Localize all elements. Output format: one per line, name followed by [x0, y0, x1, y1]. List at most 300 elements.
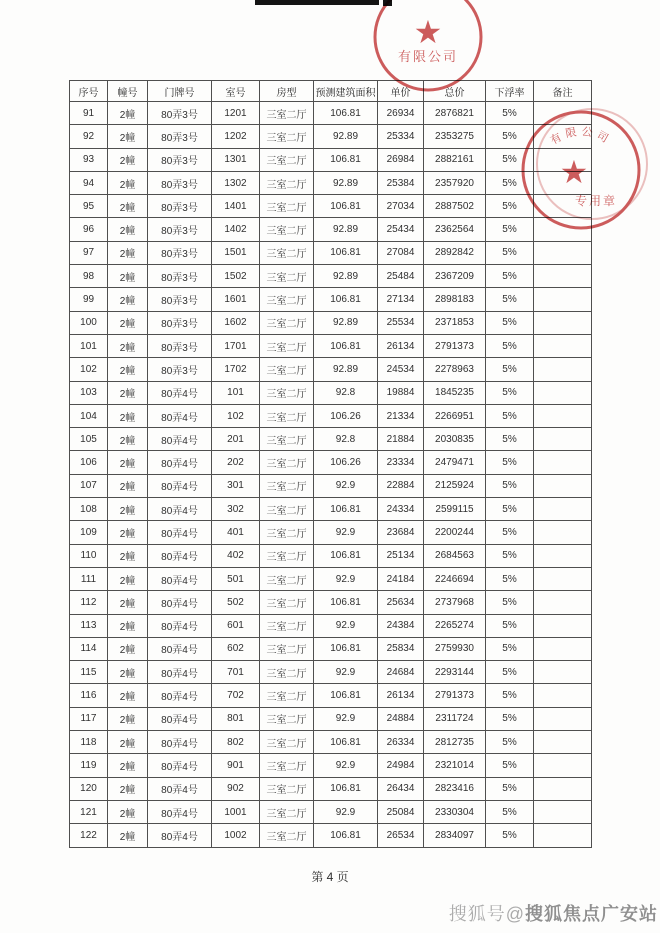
- seal-arc-text: 有限公司: [548, 125, 614, 148]
- table-cell: 106.81: [314, 102, 378, 125]
- table-cell: 92.9: [314, 567, 378, 590]
- table-row: [70, 800, 592, 823]
- table-cell: 113: [70, 614, 108, 637]
- table-cell: 2幢: [108, 777, 148, 800]
- table-cell: 2幢: [108, 661, 148, 684]
- table-cell: 5%: [486, 451, 534, 474]
- table-cell: 201: [212, 428, 260, 451]
- table-cell: 80弄3号: [148, 148, 212, 171]
- table-cell: 2371853: [424, 311, 486, 334]
- column-header: 预测建筑面积: [314, 81, 378, 102]
- table-cell: 25834: [378, 637, 424, 660]
- table-cell: 5%: [486, 731, 534, 754]
- table-row: [70, 567, 592, 590]
- table-cell: 5%: [486, 707, 534, 730]
- table-cell: 2812735: [424, 731, 486, 754]
- table-cell: 106.81: [314, 684, 378, 707]
- table-cell: 三室二厅: [260, 800, 314, 823]
- table-cell: 2幢: [108, 800, 148, 823]
- table-cell: 92: [70, 125, 108, 148]
- table-cell: [534, 707, 592, 730]
- table-cell: [534, 218, 592, 241]
- table-row: [70, 195, 592, 218]
- table-cell: [534, 171, 592, 194]
- table-cell: 100: [70, 311, 108, 334]
- column-header: 幢号: [108, 81, 148, 102]
- table-cell: 80弄4号: [148, 428, 212, 451]
- table-cell: 1402: [212, 218, 260, 241]
- table-cell: 25334: [378, 125, 424, 148]
- table-cell: 602: [212, 637, 260, 660]
- table-cell: 三室二厅: [260, 218, 314, 241]
- table-cell: 2759930: [424, 637, 486, 660]
- table-cell: 5%: [486, 195, 534, 218]
- table-row: [70, 637, 592, 660]
- table-cell: 106.81: [314, 591, 378, 614]
- table-cell: 106.81: [314, 241, 378, 264]
- table-cell: 106.81: [314, 195, 378, 218]
- table-cell: 三室二厅: [260, 311, 314, 334]
- table-cell: 1601: [212, 288, 260, 311]
- table-cell: 2幢: [108, 498, 148, 521]
- table-cell: 1701: [212, 334, 260, 357]
- table-cell: 27084: [378, 241, 424, 264]
- column-header: 门牌号: [148, 81, 212, 102]
- table-cell: 93: [70, 148, 108, 171]
- seal-star-icon: ★: [559, 154, 589, 190]
- table-cell: 106.81: [314, 334, 378, 357]
- table-cell: 三室二厅: [260, 428, 314, 451]
- table-cell: 106.81: [314, 544, 378, 567]
- table-cell: 2791373: [424, 684, 486, 707]
- table-cell: 19884: [378, 381, 424, 404]
- table-cell: 2293144: [424, 661, 486, 684]
- table-cell: 106.81: [314, 777, 378, 800]
- table-cell: 92.8: [314, 381, 378, 404]
- table-cell: 2幢: [108, 614, 148, 637]
- column-header: 序号: [70, 81, 108, 102]
- table-cell: 902: [212, 777, 260, 800]
- price-table: [69, 80, 592, 848]
- table-cell: 92.9: [314, 474, 378, 497]
- table-cell: 2357920: [424, 171, 486, 194]
- table-cell: 80弄3号: [148, 195, 212, 218]
- table-cell: 三室二厅: [260, 754, 314, 777]
- table-cell: 26334: [378, 731, 424, 754]
- table-cell: 2887502: [424, 195, 486, 218]
- table-cell: 5%: [486, 404, 534, 427]
- table-cell: 5%: [486, 614, 534, 637]
- table-cell: 103: [70, 381, 108, 404]
- table-cell: 25484: [378, 265, 424, 288]
- table-cell: 2599115: [424, 498, 486, 521]
- table-cell: 2684563: [424, 544, 486, 567]
- table-cell: 5%: [486, 754, 534, 777]
- table-cell: 5%: [486, 684, 534, 707]
- seal-star-icon: ★: [413, 14, 443, 50]
- table-cell: [534, 334, 592, 357]
- table-cell: 5%: [486, 171, 534, 194]
- table-cell: 2311724: [424, 707, 486, 730]
- table-cell: 80弄3号: [148, 241, 212, 264]
- table-cell: [534, 731, 592, 754]
- table-cell: [534, 102, 592, 125]
- table-row: [70, 661, 592, 684]
- table-cell: 2幢: [108, 567, 148, 590]
- table-cell: 701: [212, 661, 260, 684]
- table-cell: 2幢: [108, 428, 148, 451]
- table-cell: 80弄4号: [148, 684, 212, 707]
- table-cell: 2幢: [108, 707, 148, 730]
- table-row: [70, 381, 592, 404]
- table-cell: 92.9: [314, 754, 378, 777]
- table-cell: 702: [212, 684, 260, 707]
- table-cell: 107: [70, 474, 108, 497]
- table-cell: 115: [70, 661, 108, 684]
- table-cell: 106.81: [314, 498, 378, 521]
- table-cell: 92.8: [314, 428, 378, 451]
- table-cell: [534, 311, 592, 334]
- table-cell: 80弄4号: [148, 591, 212, 614]
- table-cell: 2200244: [424, 521, 486, 544]
- table-cell: 2幢: [108, 288, 148, 311]
- table-cell: 27034: [378, 195, 424, 218]
- table-cell: 三室二厅: [260, 824, 314, 847]
- table-cell: [534, 125, 592, 148]
- table-cell: 5%: [486, 334, 534, 357]
- table-cell: 三室二厅: [260, 731, 314, 754]
- table-cell: 92.89: [314, 311, 378, 334]
- table-cell: 92.89: [314, 218, 378, 241]
- table-cell: 三室二厅: [260, 195, 314, 218]
- table-row: [70, 125, 592, 148]
- table-row: [70, 707, 592, 730]
- table-cell: 三室二厅: [260, 637, 314, 660]
- table-cell: 95: [70, 195, 108, 218]
- table-cell: 5%: [486, 567, 534, 590]
- table-cell: 80弄4号: [148, 614, 212, 637]
- table-cell: 5%: [486, 521, 534, 544]
- table-cell: 106.81: [314, 148, 378, 171]
- table-cell: 1301: [212, 148, 260, 171]
- table-cell: 94: [70, 171, 108, 194]
- table-cell: 三室二厅: [260, 334, 314, 357]
- table-cell: 80弄4号: [148, 777, 212, 800]
- table-cell: 1702: [212, 358, 260, 381]
- table-cell: 2876821: [424, 102, 486, 125]
- table-cell: 901: [212, 754, 260, 777]
- table-cell: 402: [212, 544, 260, 567]
- table-cell: [534, 404, 592, 427]
- table-cell: 三室二厅: [260, 777, 314, 800]
- table-cell: 三室二厅: [260, 265, 314, 288]
- table-cell: 2幢: [108, 265, 148, 288]
- table-cell: 80弄3号: [148, 102, 212, 125]
- table-cell: 2367209: [424, 265, 486, 288]
- table-cell: 25384: [378, 171, 424, 194]
- table-cell: 118: [70, 731, 108, 754]
- table-row: [70, 241, 592, 264]
- table-cell: 80弄4号: [148, 521, 212, 544]
- table-cell: 2幢: [108, 171, 148, 194]
- table-cell: 26134: [378, 334, 424, 357]
- table-cell: 2823416: [424, 777, 486, 800]
- table-cell: 101: [70, 334, 108, 357]
- table-cell: [534, 754, 592, 777]
- table-cell: 99: [70, 288, 108, 311]
- table-cell: 23684: [378, 521, 424, 544]
- table-header-row: [70, 81, 592, 102]
- table-cell: 802: [212, 731, 260, 754]
- table-cell: 三室二厅: [260, 614, 314, 637]
- table-cell: 三室二厅: [260, 544, 314, 567]
- table-cell: 5%: [486, 102, 534, 125]
- table-cell: 80弄3号: [148, 171, 212, 194]
- table-row: [70, 754, 592, 777]
- table-cell: 92.89: [314, 265, 378, 288]
- scan-artifact: [255, 0, 379, 5]
- table-cell: 80弄4号: [148, 451, 212, 474]
- table-cell: 106.26: [314, 451, 378, 474]
- table-cell: 104: [70, 404, 108, 427]
- table-cell: 26534: [378, 824, 424, 847]
- table-cell: 80弄4号: [148, 567, 212, 590]
- table-cell: 80弄3号: [148, 265, 212, 288]
- table-cell: 96: [70, 218, 108, 241]
- table-row: [70, 148, 592, 171]
- table-cell: 502: [212, 591, 260, 614]
- table-cell: 三室二厅: [260, 404, 314, 427]
- table-cell: 101: [212, 381, 260, 404]
- table-cell: 5%: [486, 218, 534, 241]
- table-cell: 21334: [378, 404, 424, 427]
- table-cell: 116: [70, 684, 108, 707]
- table-cell: 2737968: [424, 591, 486, 614]
- table-cell: 2882161: [424, 148, 486, 171]
- table-cell: 5%: [486, 498, 534, 521]
- table-row: [70, 544, 592, 567]
- table-cell: 2幢: [108, 381, 148, 404]
- table-cell: 301: [212, 474, 260, 497]
- table-cell: 1202: [212, 125, 260, 148]
- table-cell: 5%: [486, 265, 534, 288]
- table-cell: 80弄4号: [148, 707, 212, 730]
- table-row: [70, 824, 592, 847]
- table-cell: 1302: [212, 171, 260, 194]
- table-cell: 109: [70, 521, 108, 544]
- table-cell: 106.81: [314, 824, 378, 847]
- table-row: [70, 358, 592, 381]
- table-cell: 5%: [486, 125, 534, 148]
- table-row: [70, 591, 592, 614]
- table-cell: 122: [70, 824, 108, 847]
- table-cell: 80弄3号: [148, 218, 212, 241]
- table-cell: 三室二厅: [260, 521, 314, 544]
- table-cell: [534, 521, 592, 544]
- table-cell: 2幢: [108, 754, 148, 777]
- table-cell: 202: [212, 451, 260, 474]
- table-cell: 119: [70, 754, 108, 777]
- table-cell: 5%: [486, 381, 534, 404]
- table-cell: 80弄4号: [148, 800, 212, 823]
- table-row: [70, 404, 592, 427]
- table-cell: [534, 358, 592, 381]
- table-cell: 112: [70, 591, 108, 614]
- table-cell: 5%: [486, 311, 534, 334]
- table-cell: 三室二厅: [260, 661, 314, 684]
- table-row: [70, 521, 592, 544]
- table-cell: [534, 567, 592, 590]
- table-cell: 92.89: [314, 171, 378, 194]
- table-cell: 2330304: [424, 800, 486, 823]
- table-cell: 三室二厅: [260, 591, 314, 614]
- table-row: [70, 731, 592, 754]
- table-cell: 三室二厅: [260, 241, 314, 264]
- table-cell: 2幢: [108, 521, 148, 544]
- table-row: [70, 311, 592, 334]
- table-cell: 401: [212, 521, 260, 544]
- table-cell: 2幢: [108, 358, 148, 381]
- table-cell: 24184: [378, 567, 424, 590]
- table-cell: 105: [70, 428, 108, 451]
- table-cell: [534, 451, 592, 474]
- table-cell: 2幢: [108, 102, 148, 125]
- table-cell: 5%: [486, 358, 534, 381]
- table-cell: 92.89: [314, 125, 378, 148]
- table-cell: 2791373: [424, 334, 486, 357]
- table-cell: 2898183: [424, 288, 486, 311]
- table-cell: 1002: [212, 824, 260, 847]
- table-row: [70, 498, 592, 521]
- table-row: [70, 102, 592, 125]
- table-cell: 302: [212, 498, 260, 521]
- table-cell: 2幢: [108, 218, 148, 241]
- table-cell: 80弄4号: [148, 544, 212, 567]
- table-cell: [534, 498, 592, 521]
- table-cell: 2030835: [424, 428, 486, 451]
- table-cell: 25534: [378, 311, 424, 334]
- table-row: [70, 684, 592, 707]
- table-cell: 114: [70, 637, 108, 660]
- table-cell: 24684: [378, 661, 424, 684]
- table-cell: 26434: [378, 777, 424, 800]
- table-cell: 2834097: [424, 824, 486, 847]
- table-cell: 102: [212, 404, 260, 427]
- table-cell: 21884: [378, 428, 424, 451]
- table-cell: 三室二厅: [260, 288, 314, 311]
- table-cell: [534, 614, 592, 637]
- table-cell: 106.81: [314, 731, 378, 754]
- table-cell: 三室二厅: [260, 684, 314, 707]
- table-cell: 1401: [212, 195, 260, 218]
- table-cell: 2幢: [108, 311, 148, 334]
- table-cell: 2幢: [108, 684, 148, 707]
- table-cell: [534, 265, 592, 288]
- table-cell: 2幢: [108, 404, 148, 427]
- table-cell: 2幢: [108, 241, 148, 264]
- table-cell: 106.81: [314, 288, 378, 311]
- table-cell: [534, 428, 592, 451]
- table-cell: 111: [70, 567, 108, 590]
- table-cell: 23334: [378, 451, 424, 474]
- table-cell: 2幢: [108, 334, 148, 357]
- column-header: 下浮率: [486, 81, 534, 102]
- table-cell: 22884: [378, 474, 424, 497]
- table-cell: 80弄3号: [148, 288, 212, 311]
- table-cell: 26934: [378, 102, 424, 125]
- table-cell: 1001: [212, 800, 260, 823]
- table-cell: 80弄4号: [148, 474, 212, 497]
- table-cell: [534, 381, 592, 404]
- watermark-prefix: 搜狐号@: [448, 904, 525, 924]
- table-cell: 5%: [486, 637, 534, 660]
- table-cell: 27134: [378, 288, 424, 311]
- table-cell: 26134: [378, 684, 424, 707]
- table-cell: 2892842: [424, 241, 486, 264]
- table-cell: 5%: [486, 591, 534, 614]
- table-cell: 三室二厅: [260, 381, 314, 404]
- table-cell: 2479471: [424, 451, 486, 474]
- table-cell: 三室二厅: [260, 498, 314, 521]
- table-cell: [534, 777, 592, 800]
- table-cell: 5%: [486, 777, 534, 800]
- table-cell: 601: [212, 614, 260, 637]
- table-cell: 2幢: [108, 451, 148, 474]
- table-cell: 24884: [378, 707, 424, 730]
- table-cell: 117: [70, 707, 108, 730]
- table-cell: 2幢: [108, 195, 148, 218]
- seal-text: 有限公司: [397, 49, 459, 64]
- table-row: [70, 265, 592, 288]
- table-cell: 501: [212, 567, 260, 590]
- table-cell: 97: [70, 241, 108, 264]
- scan-artifact: [383, 0, 392, 6]
- table-cell: 2幢: [108, 731, 148, 754]
- table-cell: 2幢: [108, 474, 148, 497]
- table-cell: 5%: [486, 474, 534, 497]
- table-cell: 801: [212, 707, 260, 730]
- table-cell: [534, 591, 592, 614]
- table-cell: 24984: [378, 754, 424, 777]
- table-cell: 24384: [378, 614, 424, 637]
- table-cell: 1201: [212, 102, 260, 125]
- table-cell: 三室二厅: [260, 707, 314, 730]
- table-row: [70, 451, 592, 474]
- table-cell: 5%: [486, 824, 534, 847]
- table-cell: [534, 661, 592, 684]
- table-cell: 2362564: [424, 218, 486, 241]
- table-row: [70, 474, 592, 497]
- table-cell: [534, 474, 592, 497]
- table-cell: 2278963: [424, 358, 486, 381]
- column-header: 备注: [534, 81, 592, 102]
- table-cell: 80弄4号: [148, 661, 212, 684]
- table-cell: 2幢: [108, 637, 148, 660]
- table-cell: 92.9: [314, 521, 378, 544]
- column-header: 房型: [260, 81, 314, 102]
- table-cell: 三室二厅: [260, 171, 314, 194]
- table-cell: 25134: [378, 544, 424, 567]
- table-row: [70, 428, 592, 451]
- table-cell: 25634: [378, 591, 424, 614]
- table-cell: 三室二厅: [260, 451, 314, 474]
- table-cell: 80弄4号: [148, 381, 212, 404]
- table-cell: [534, 637, 592, 660]
- table-cell: 5%: [486, 148, 534, 171]
- table-cell: 1845235: [424, 381, 486, 404]
- table-cell: 92.9: [314, 707, 378, 730]
- table-cell: 三室二厅: [260, 474, 314, 497]
